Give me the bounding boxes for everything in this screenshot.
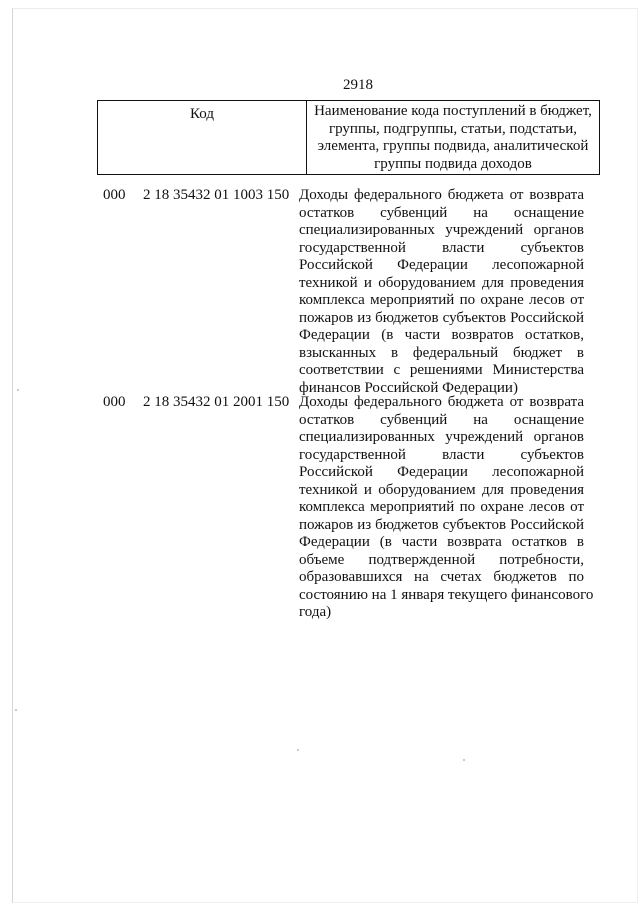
description-line: Российской Федерации лесопожарной bbox=[299, 257, 584, 273]
revenue-description bbox=[299, 187, 584, 397]
header-name-line: Наименование кода поступлений в бюджет, bbox=[314, 103, 592, 119]
description-line: объеме подтвержденной потребности, bbox=[299, 551, 584, 568]
scan-speck bbox=[15, 709, 17, 711]
description-line: государственной власти субъектов bbox=[299, 446, 584, 463]
description-line: комплекса мероприятий по охране лесов от bbox=[299, 499, 584, 515]
description-line: специализированных учреждений органов bbox=[299, 429, 584, 445]
revenue-code: 2 18 35432 01 1003 150 bbox=[143, 187, 290, 203]
header-name-line: элемента, группы подвида, аналитической bbox=[317, 138, 589, 154]
header-code-label: Код bbox=[190, 106, 214, 122]
description-line: Федерации (в части возвратов остатков, bbox=[299, 327, 584, 343]
description-line: года) bbox=[299, 604, 332, 620]
page-number: 2918 bbox=[343, 77, 373, 93]
description-line: пожаров из бюджетов субъектов Российской bbox=[299, 516, 584, 533]
description-line: финансов Российской Федерации) bbox=[299, 379, 518, 396]
description-line: соответствии с решениями Министерства bbox=[299, 362, 584, 378]
description-line: пожаров из бюджетов субъектов Российской bbox=[299, 309, 584, 326]
description-line: остатков субвенций на оснащение bbox=[299, 204, 584, 221]
description-line: техникой и оборудованием для проведения bbox=[299, 274, 584, 291]
revenue-code: 2 18 35432 01 2001 150 bbox=[143, 394, 290, 410]
description-line: комплекса мероприятий по охране лесов от bbox=[299, 292, 584, 308]
description-line: образовавшихся на счетах бюджетов по bbox=[299, 569, 584, 585]
header-table bbox=[97, 100, 600, 175]
description-line: Доходы федерального бюджета от возврата bbox=[299, 394, 584, 410]
scan-speck bbox=[463, 759, 465, 761]
header-name-line: группы, подгруппы, статьи, подстатьи, bbox=[328, 120, 578, 137]
description-line: взысканных в федеральный бюджет в bbox=[299, 344, 584, 361]
admin-code: 000 bbox=[103, 394, 126, 410]
description-line: государственной власти субъектов bbox=[299, 239, 584, 256]
description-line: состоянию на 1 января текущего финансового bbox=[299, 586, 594, 603]
scan-speck bbox=[297, 749, 299, 751]
description-line: специализированных учреждений органов bbox=[299, 222, 584, 238]
admin-code: 000 bbox=[103, 187, 126, 203]
description-line: Федерации (в части возврата остатков в bbox=[299, 534, 584, 550]
header-name-label bbox=[307, 103, 599, 173]
scan-speck bbox=[17, 389, 19, 391]
document-page bbox=[12, 8, 638, 903]
description-line: Доходы федерального бюджета от возврата bbox=[299, 187, 584, 203]
description-line: остатков субвенций на оснащение bbox=[299, 411, 584, 428]
description-line: Российской Федерации лесопожарной bbox=[299, 464, 584, 480]
description-line: техникой и оборудованием для проведения bbox=[299, 481, 584, 498]
header-name-line: группы подвида доходов bbox=[374, 155, 532, 172]
revenue-description bbox=[299, 394, 594, 622]
